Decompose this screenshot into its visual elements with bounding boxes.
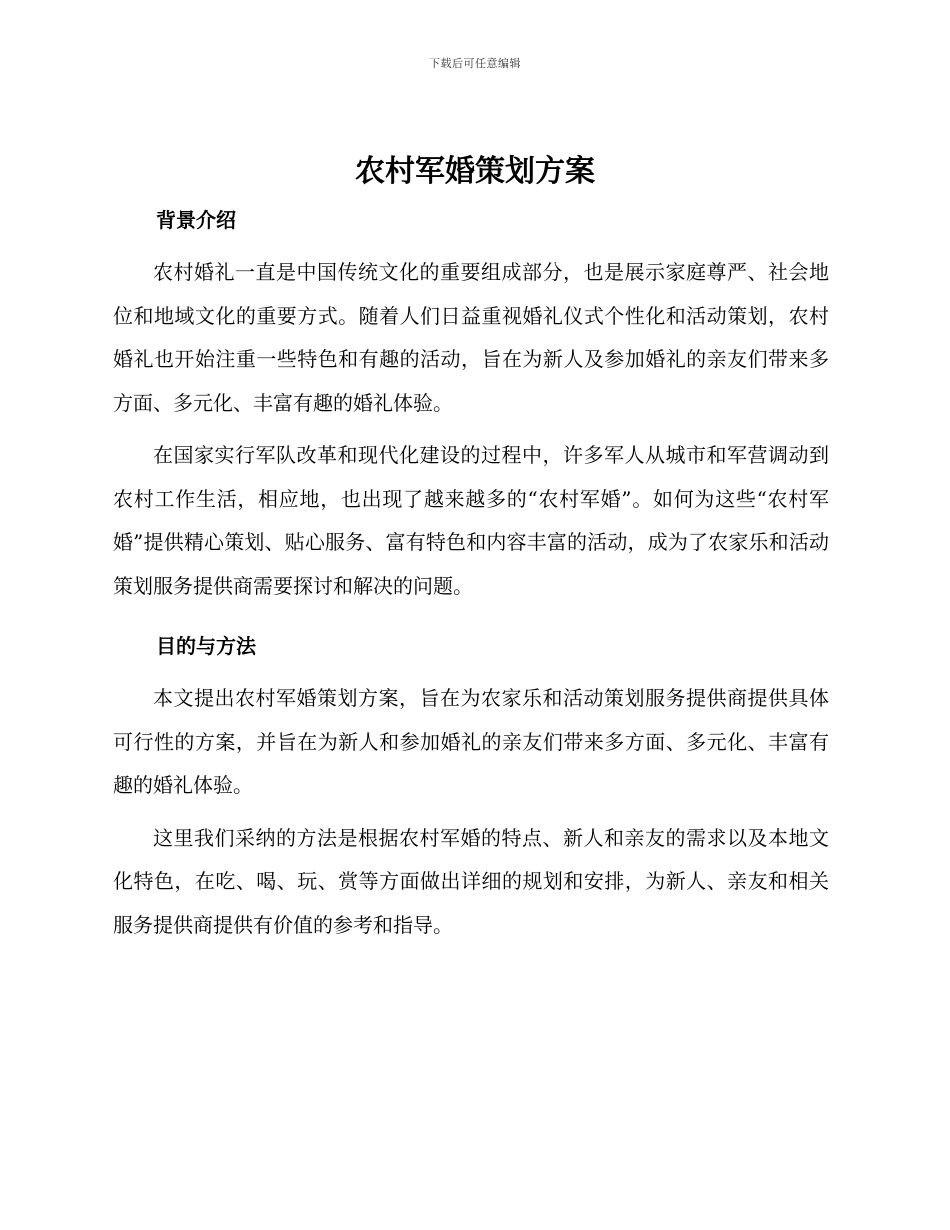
section-heading: 背景介绍 xyxy=(156,208,236,232)
paragraph: 这里我们采纳的方法是根据农村军婚的特点、新人和亲友的需求以及本地文化特色，在吃、喝、玩、赏等方面做出详细的规划和安排，为新人、亲友和相关服务提供商提供有价值的参考和指导。 xyxy=(113,825,829,937)
page-header-note: 下载后可任意编辑 xyxy=(429,57,521,70)
paragraph: 农村婚礼一直是中国传统文化的重要组成部分，也是展示家庭尊严、社会地位和地域文化的重要方式。随着人们日益重视婚礼仪式个性化和活动策划，农村婚礼也开始注重一些特色和有趣的活动，旨在为新人及参加婚礼的亲友们带来多方面、多元化、丰富有趣的婚礼体验。 xyxy=(113,260,829,415)
section-background xyxy=(113,203,829,608)
document-title: 农村军婚策划方案 xyxy=(355,154,595,189)
document-body xyxy=(113,203,829,956)
section-purpose-method xyxy=(113,629,829,947)
section-heading: 目的与方法 xyxy=(156,634,256,658)
paragraph: 本文提出农村军婚策划方案，旨在为农家乐和活动策划服务提供商提供具体可行性的方案，并旨在为新人和参加婚礼的亲友们带来多方面、多元化、丰富有趣的婚礼体验。 xyxy=(113,686,829,797)
paragraph: 在国家实行军队改革和现代化建设的过程中，许多军人从城市和军营调动到农村工作生活，相应地，也出现了越来越多的“农村军婚”。如何为这些“农村军婚”提供精心策划、贴心服务、富有特色和内容丰富的活动，成为了农家乐和活动策划服务提供商需要探讨和解决的问题。 xyxy=(113,443,829,598)
